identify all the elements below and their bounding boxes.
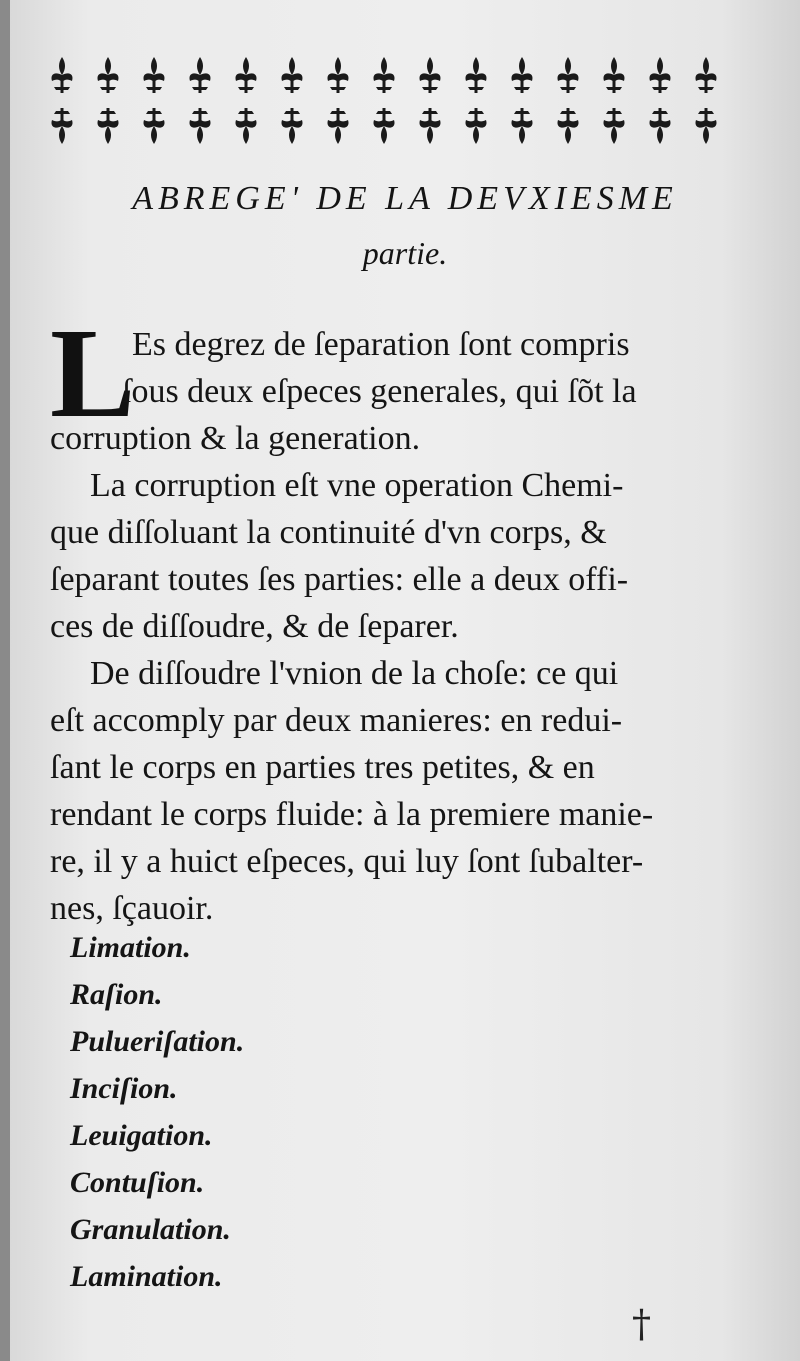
body-line: re, il y a huict eſpeces, qui luy ſont ſubalter-: [50, 843, 644, 880]
body-line: eſt accomply par deux manieres: en redui-: [50, 702, 623, 739]
list-item: Lamination.: [70, 1260, 223, 1293]
book-page: [10, 0, 800, 1361]
body-line: corruption & la generation.: [50, 420, 421, 457]
list-item: Leuigation.: [70, 1119, 213, 1152]
drop-cap: L: [50, 302, 136, 444]
fleuron-border-ornament: [48, 55, 748, 150]
list-item: Granulation.: [70, 1213, 231, 1246]
body-line: De diſſoudre l'vnion de la choſe: ce qui: [90, 655, 619, 692]
section-subtitle: partie.: [362, 235, 448, 271]
body-line: Es degrez de ſeparation ſont compris: [132, 326, 630, 363]
body-line: ſeparant toutes ſes parties: elle a deux offi-: [50, 561, 629, 598]
dagger-mark: †: [632, 1302, 651, 1346]
body-line: La corruption eſt vne operation Chemi-: [90, 467, 624, 504]
list-item: Contuſion.: [70, 1166, 205, 1199]
body-line: rendant le corps fluide: à la premiere manie-: [50, 796, 654, 833]
body-line: ces de diſſoudre, & de ſeparer.: [50, 608, 459, 645]
body-line: que diſſoluant la continuité d'vn corps, &: [50, 514, 607, 551]
list-item: Raſion.: [70, 978, 163, 1011]
body-line: nes, ſçauoir.: [50, 890, 214, 927]
list-item: Pulueriſation.: [70, 1025, 245, 1058]
list-item: Inciſion.: [70, 1072, 178, 1105]
body-line: ſous deux eſpeces generales, qui ſõt la: [122, 373, 637, 410]
list-item: Limation.: [70, 931, 191, 964]
section-title: ABREGE' DE LA DEVXIESME: [132, 180, 678, 217]
body-line: ſant le corps en parties tres petites, & en: [50, 749, 595, 786]
